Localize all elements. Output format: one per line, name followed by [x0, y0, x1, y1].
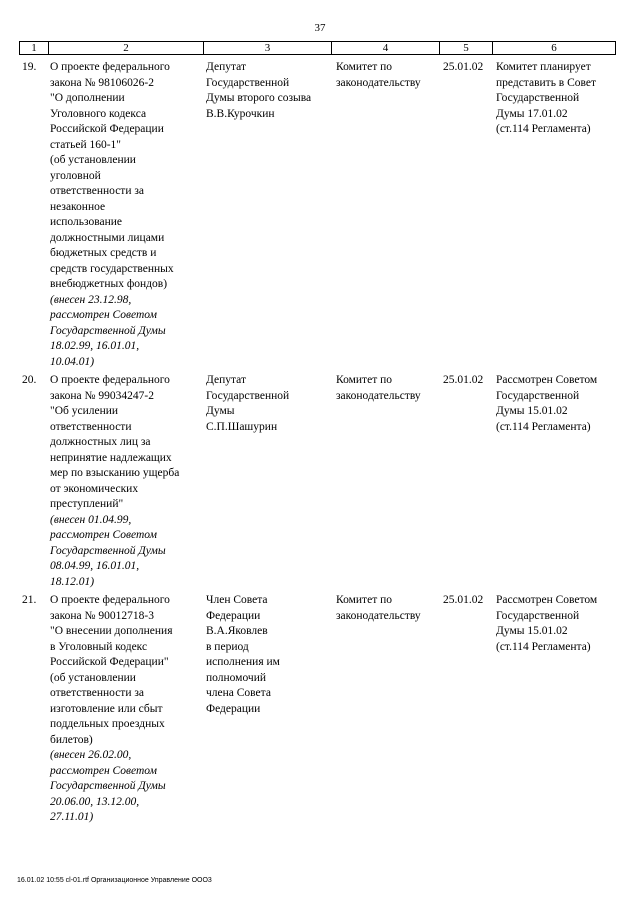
- author-line: В.А.Яковлев: [206, 625, 268, 637]
- author-line: Государственной: [206, 76, 290, 89]
- bill-note-line: рассмотрен Советом: [50, 529, 157, 541]
- status-line: Государственной: [496, 92, 580, 104]
- author-line: члена Совета: [206, 687, 271, 699]
- column-header-4: 4: [332, 42, 440, 55]
- bill-note-line: (внесен 26.02.00,: [50, 749, 132, 761]
- status-line: (ст.114 Регламента): [496, 420, 591, 433]
- entry-number: 21.: [22, 594, 37, 606]
- status-line: Рассмотрен Советом: [496, 374, 598, 386]
- bill-title-line: билетов): [50, 733, 93, 746]
- bill-author: [206, 373, 332, 435]
- bill-title-line: средств государственных: [50, 262, 174, 275]
- entry-status: [496, 593, 620, 655]
- bill-title-line: ответственности за: [50, 185, 145, 197]
- page-number: 37: [314, 22, 326, 34]
- status-line: Государственной: [496, 389, 580, 402]
- column-header-table: [19, 41, 616, 55]
- column-header-3: 3: [204, 42, 332, 55]
- bill-title-line: должностных лиц за: [50, 436, 151, 448]
- bill-title-line: использование: [50, 216, 123, 228]
- bill-note-line: Государственной Думы: [50, 780, 166, 792]
- author-line: В.В.Курочкин: [206, 107, 275, 120]
- bill-note-line: рассмотрен Советом: [50, 764, 157, 777]
- committee-line: Комитет по: [336, 61, 392, 73]
- page-footer: 16.01.02 10:55 cl-01.rtf Организационное Управление ООО3: [17, 877, 212, 884]
- bill-title-line: мер по взысканию ущерба: [50, 467, 180, 479]
- author-line: полномочий: [206, 671, 266, 684]
- author-line: в период: [206, 640, 249, 653]
- bill-title-line: ответственности за: [50, 687, 145, 699]
- bill-title-line: Уголовного кодекса: [50, 107, 147, 120]
- bill-title-line: "О дополнении: [50, 92, 125, 104]
- bill-title-line: (об установлении: [50, 154, 136, 166]
- committee-line: законодательству: [336, 389, 421, 402]
- bill-title-line: статьей 160-1": [50, 138, 122, 151]
- entry-date: 25.01.02: [443, 594, 484, 606]
- author-line: Думы второго созыва: [206, 92, 312, 104]
- bill-note-line: 18.02.99, 16.01.01,: [50, 340, 140, 352]
- bill-title-line: незаконное: [50, 200, 106, 213]
- author-line: Думы: [206, 405, 235, 417]
- author-line: Федерации: [206, 702, 261, 715]
- column-header-6: 6: [493, 42, 616, 55]
- author-line: С.П.Шашурин: [206, 420, 278, 433]
- bill-note-line: 18.12.01): [50, 575, 95, 588]
- bill-title: [50, 373, 202, 590]
- bill-title-line: от экономических: [50, 482, 139, 495]
- bill-title-line: закона № 99034247-2: [50, 389, 154, 402]
- bill-author: [206, 593, 332, 717]
- bill-title-line: поддельных проездных: [50, 718, 165, 730]
- bill-title-line: "О внесении дополнения: [50, 625, 173, 637]
- bill-title-line: уголовной: [50, 169, 101, 182]
- committee-line: Комитет по: [336, 374, 392, 386]
- bill-title-line: "Об усилении: [50, 405, 119, 417]
- bill-note-line: 10.04.01): [50, 355, 95, 368]
- status-line: Думы 17.01.02: [496, 107, 568, 120]
- bill-title-line: О проекте федерального: [50, 594, 170, 606]
- status-line: Думы 15.01.02: [496, 625, 568, 637]
- status-line: Комитет планирует: [496, 61, 591, 73]
- entry-number: 19.: [22, 61, 37, 73]
- bill-title-line: внебюджетных фондов): [50, 278, 168, 290]
- bill-title-line: О проекте федерального: [50, 61, 170, 73]
- responsible-committee: [336, 373, 438, 404]
- status-line: Государственной: [496, 609, 580, 622]
- status-line: (ст.114 Регламента): [496, 123, 591, 135]
- column-header-2: 2: [49, 42, 204, 55]
- bill-title-line: (об установлении: [50, 671, 136, 684]
- author-line: Член Совета: [206, 594, 268, 606]
- responsible-committee: [336, 60, 438, 91]
- entry-status: [496, 373, 620, 435]
- column-header-5: 5: [440, 42, 493, 55]
- author-line: Депутат: [206, 374, 246, 386]
- bill-title-line: Российской Федерации": [50, 656, 169, 668]
- bill-title-line: в Уголовный кодекс: [50, 640, 148, 653]
- entry-date: 25.01.02: [443, 61, 484, 73]
- status-line: (ст.114 Регламента): [496, 640, 591, 653]
- bill-note-line: рассмотрен Советом: [50, 309, 157, 321]
- bill-note-line: Государственной Думы: [50, 544, 166, 557]
- bill-title-line: должностными лицами: [50, 231, 165, 244]
- bill-note-line: 20.06.00, 13.12.00,: [50, 795, 140, 808]
- status-line: представить в Совет: [496, 76, 597, 89]
- committee-line: законодательству: [336, 609, 421, 622]
- status-line: Рассмотрен Советом: [496, 594, 598, 606]
- bill-title-line: закона № 98106026-2: [50, 76, 154, 89]
- bill-note-line: 27.11.01): [50, 811, 94, 823]
- column-header-1: 1: [20, 42, 49, 55]
- bill-author: [206, 60, 332, 122]
- bill-title-line: изготовление или сбыт: [50, 702, 163, 715]
- bill-note-line: Государственной Думы: [50, 324, 166, 337]
- bill-title-line: преступлений": [50, 498, 124, 510]
- bill-note-line: (внесен 23.12.98,: [50, 293, 132, 306]
- status-line: Думы 15.01.02: [496, 405, 568, 417]
- responsible-committee: [336, 593, 438, 624]
- bill-title-line: Российской Федерации: [50, 123, 164, 135]
- author-line: исполнения им: [206, 656, 280, 668]
- bill-title-line: закона № 90012718-3: [50, 609, 154, 622]
- bill-title: [50, 60, 202, 370]
- bill-title-line: ответственности: [50, 420, 132, 433]
- bill-title-line: О проекте федерального: [50, 374, 170, 386]
- committee-line: законодательству: [336, 76, 421, 89]
- entry-date: 25.01.02: [443, 374, 484, 386]
- committee-line: Комитет по: [336, 594, 392, 606]
- bill-title: [50, 593, 202, 826]
- author-line: Государственной: [206, 389, 290, 402]
- entry-status: [496, 60, 620, 138]
- bill-note-line: 08.04.99, 16.01.01,: [50, 560, 140, 572]
- bill-note-line: (внесен 01.04.99,: [50, 513, 132, 526]
- bill-title-line: бюджетных средств и: [50, 247, 157, 259]
- entry-number: 20.: [22, 374, 37, 386]
- author-line: Депутат: [206, 61, 246, 73]
- bill-title-line: непринятие надлежащих: [50, 451, 172, 464]
- author-line: Федерации: [206, 609, 261, 622]
